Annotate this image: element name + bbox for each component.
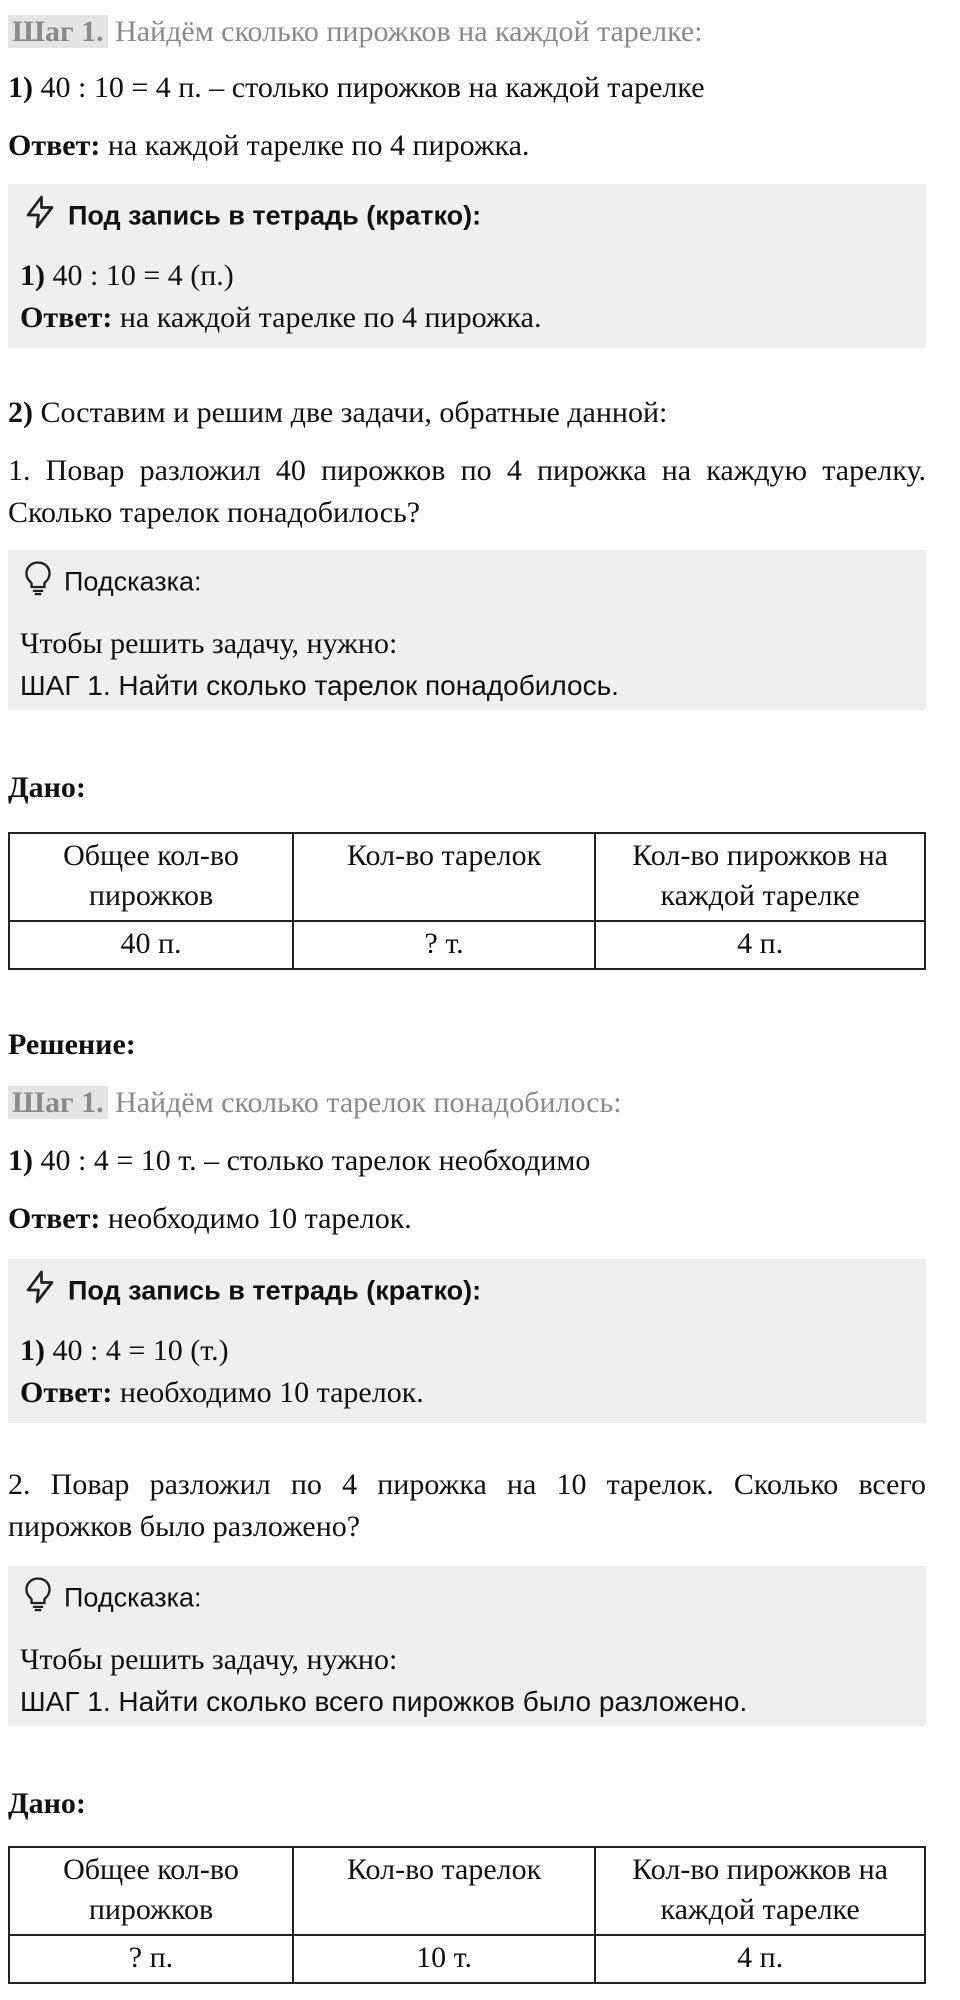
notebook-title xyxy=(22,1269,481,1316)
line-text: 40 : 4 = 10 (т.) xyxy=(52,1334,229,1367)
table-row xyxy=(9,921,925,969)
lightning-icon xyxy=(22,194,58,241)
hint-title xyxy=(22,560,202,607)
notebook-answer xyxy=(20,298,541,338)
table-cell: ? п. xyxy=(9,1935,293,1983)
answer-text: необходимо 10 тарелок. xyxy=(107,1202,412,1235)
answer-label: Ответ: xyxy=(8,129,101,162)
hint-step-text: Найти сколько тарелок понадобилось. xyxy=(118,670,619,701)
table-header-cell: Кол-во пирожков на каждой тарелке xyxy=(595,833,925,921)
answer-text: на каждой тарелке по 4 пирожка. xyxy=(119,301,542,334)
table-cell: 10 т. xyxy=(293,1935,595,1983)
hint-title xyxy=(22,1576,202,1623)
table-header-row xyxy=(9,833,925,921)
hint-line-1: Чтобы решить задачу, нужно: xyxy=(20,627,398,660)
solution-line-1 xyxy=(8,1141,590,1181)
notebook-title xyxy=(22,194,481,241)
line-text: 40 : 4 = 10 т. – столько тарелок необходимо xyxy=(40,1144,591,1177)
part2-number: 2) xyxy=(8,396,33,429)
line-number: 1) xyxy=(20,259,45,292)
hint-step xyxy=(20,1682,747,1722)
notebook-line-1 xyxy=(20,256,234,296)
part2-intro xyxy=(8,393,667,433)
table-cell: 40 п. xyxy=(9,921,293,969)
hint-title-text: Подсказка: xyxy=(64,1582,202,1613)
hint-line-1: Чтобы решить задачу, нужно: xyxy=(20,1643,398,1676)
hint-title-text: Подсказка: xyxy=(64,566,202,597)
answer-label: Ответ: xyxy=(8,1202,101,1235)
lightbulb-icon xyxy=(22,560,54,607)
table-cell: 4 п. xyxy=(595,921,925,969)
table-cell: ? т. xyxy=(293,921,595,969)
hint-step-label: ШАГ 1. xyxy=(20,1686,111,1717)
given-label: Дано: xyxy=(8,1787,86,1820)
step1-heading xyxy=(8,1083,622,1123)
part2-intro-text: Составим и решим две задачи, обратные данной: xyxy=(40,396,668,429)
hint-step-text: Найти сколько всего пирожков было разложено. xyxy=(118,1686,748,1717)
line-text: 40 : 10 = 4 п. – столько пирожков на каждой тарелке xyxy=(40,71,705,104)
solution-line-1 xyxy=(8,68,705,108)
notebook-title-text: Под запись в тетрадь (кратко): xyxy=(68,200,482,231)
given-table xyxy=(8,1846,926,1984)
table-header-cell: Кол-во пирожков на каждой тарелке xyxy=(595,1847,925,1935)
step1-text: Найдём сколько пирожков на каждой тарелке: xyxy=(115,15,703,48)
line-number: 1) xyxy=(8,71,33,104)
notebook-line-1 xyxy=(20,1331,229,1371)
answer-line xyxy=(8,1199,412,1239)
table-header-cell: Общее кол-во пирожков xyxy=(9,833,293,921)
lightbulb-icon xyxy=(22,1576,54,1623)
task2-text: 2. Повар разложил по 4 пирожка на 10 тарелок. Сколько всего пирожков было разложено? xyxy=(8,1468,926,1543)
lightning-icon xyxy=(22,1269,58,1316)
answer-label: Ответ: xyxy=(20,1376,113,1409)
table-header-cell: Общее кол-во пирожков xyxy=(9,1847,293,1935)
step1-label: Шаг 1. xyxy=(8,15,108,48)
line-number: 1) xyxy=(20,1334,45,1367)
table-header-cell: Кол-во тарелок xyxy=(293,1847,595,1935)
table-row xyxy=(9,1935,925,1983)
task1-text: 1. Повар разложил 40 пирожков по 4 пирожка на каждую тарелку. Сколько тарелок понадобилось? xyxy=(8,454,926,529)
table-cell: 4 п. xyxy=(595,1935,925,1983)
step1-heading xyxy=(8,12,703,52)
given-label: Дано: xyxy=(8,771,86,804)
table-header-cell: Кол-во тарелок xyxy=(293,833,595,921)
notebook-box xyxy=(8,1259,926,1423)
table-header-row xyxy=(9,1847,925,1935)
step1-text: Найдём сколько тарелок понадобилось: xyxy=(115,1086,622,1119)
solution-label: Решение: xyxy=(8,1028,136,1061)
answer-text: на каждой тарелке по 4 пирожка. xyxy=(107,129,530,162)
line-number: 1) xyxy=(8,1144,33,1177)
given-table xyxy=(8,832,926,970)
answer-line xyxy=(8,126,529,166)
answer-text: необходимо 10 тарелок. xyxy=(119,1376,424,1409)
notebook-box xyxy=(8,184,926,348)
notebook-answer xyxy=(20,1373,424,1413)
notebook-title-text: Под запись в тетрадь (кратко): xyxy=(68,1275,482,1306)
hint-step xyxy=(20,666,619,706)
hint-step-label: ШАГ 1. xyxy=(20,670,111,701)
step1-label: Шаг 1. xyxy=(8,1086,108,1119)
hint-box xyxy=(8,550,926,710)
line-text: 40 : 10 = 4 (п.) xyxy=(52,259,234,292)
hint-box xyxy=(8,1566,926,1726)
answer-label: Ответ: xyxy=(20,301,113,334)
